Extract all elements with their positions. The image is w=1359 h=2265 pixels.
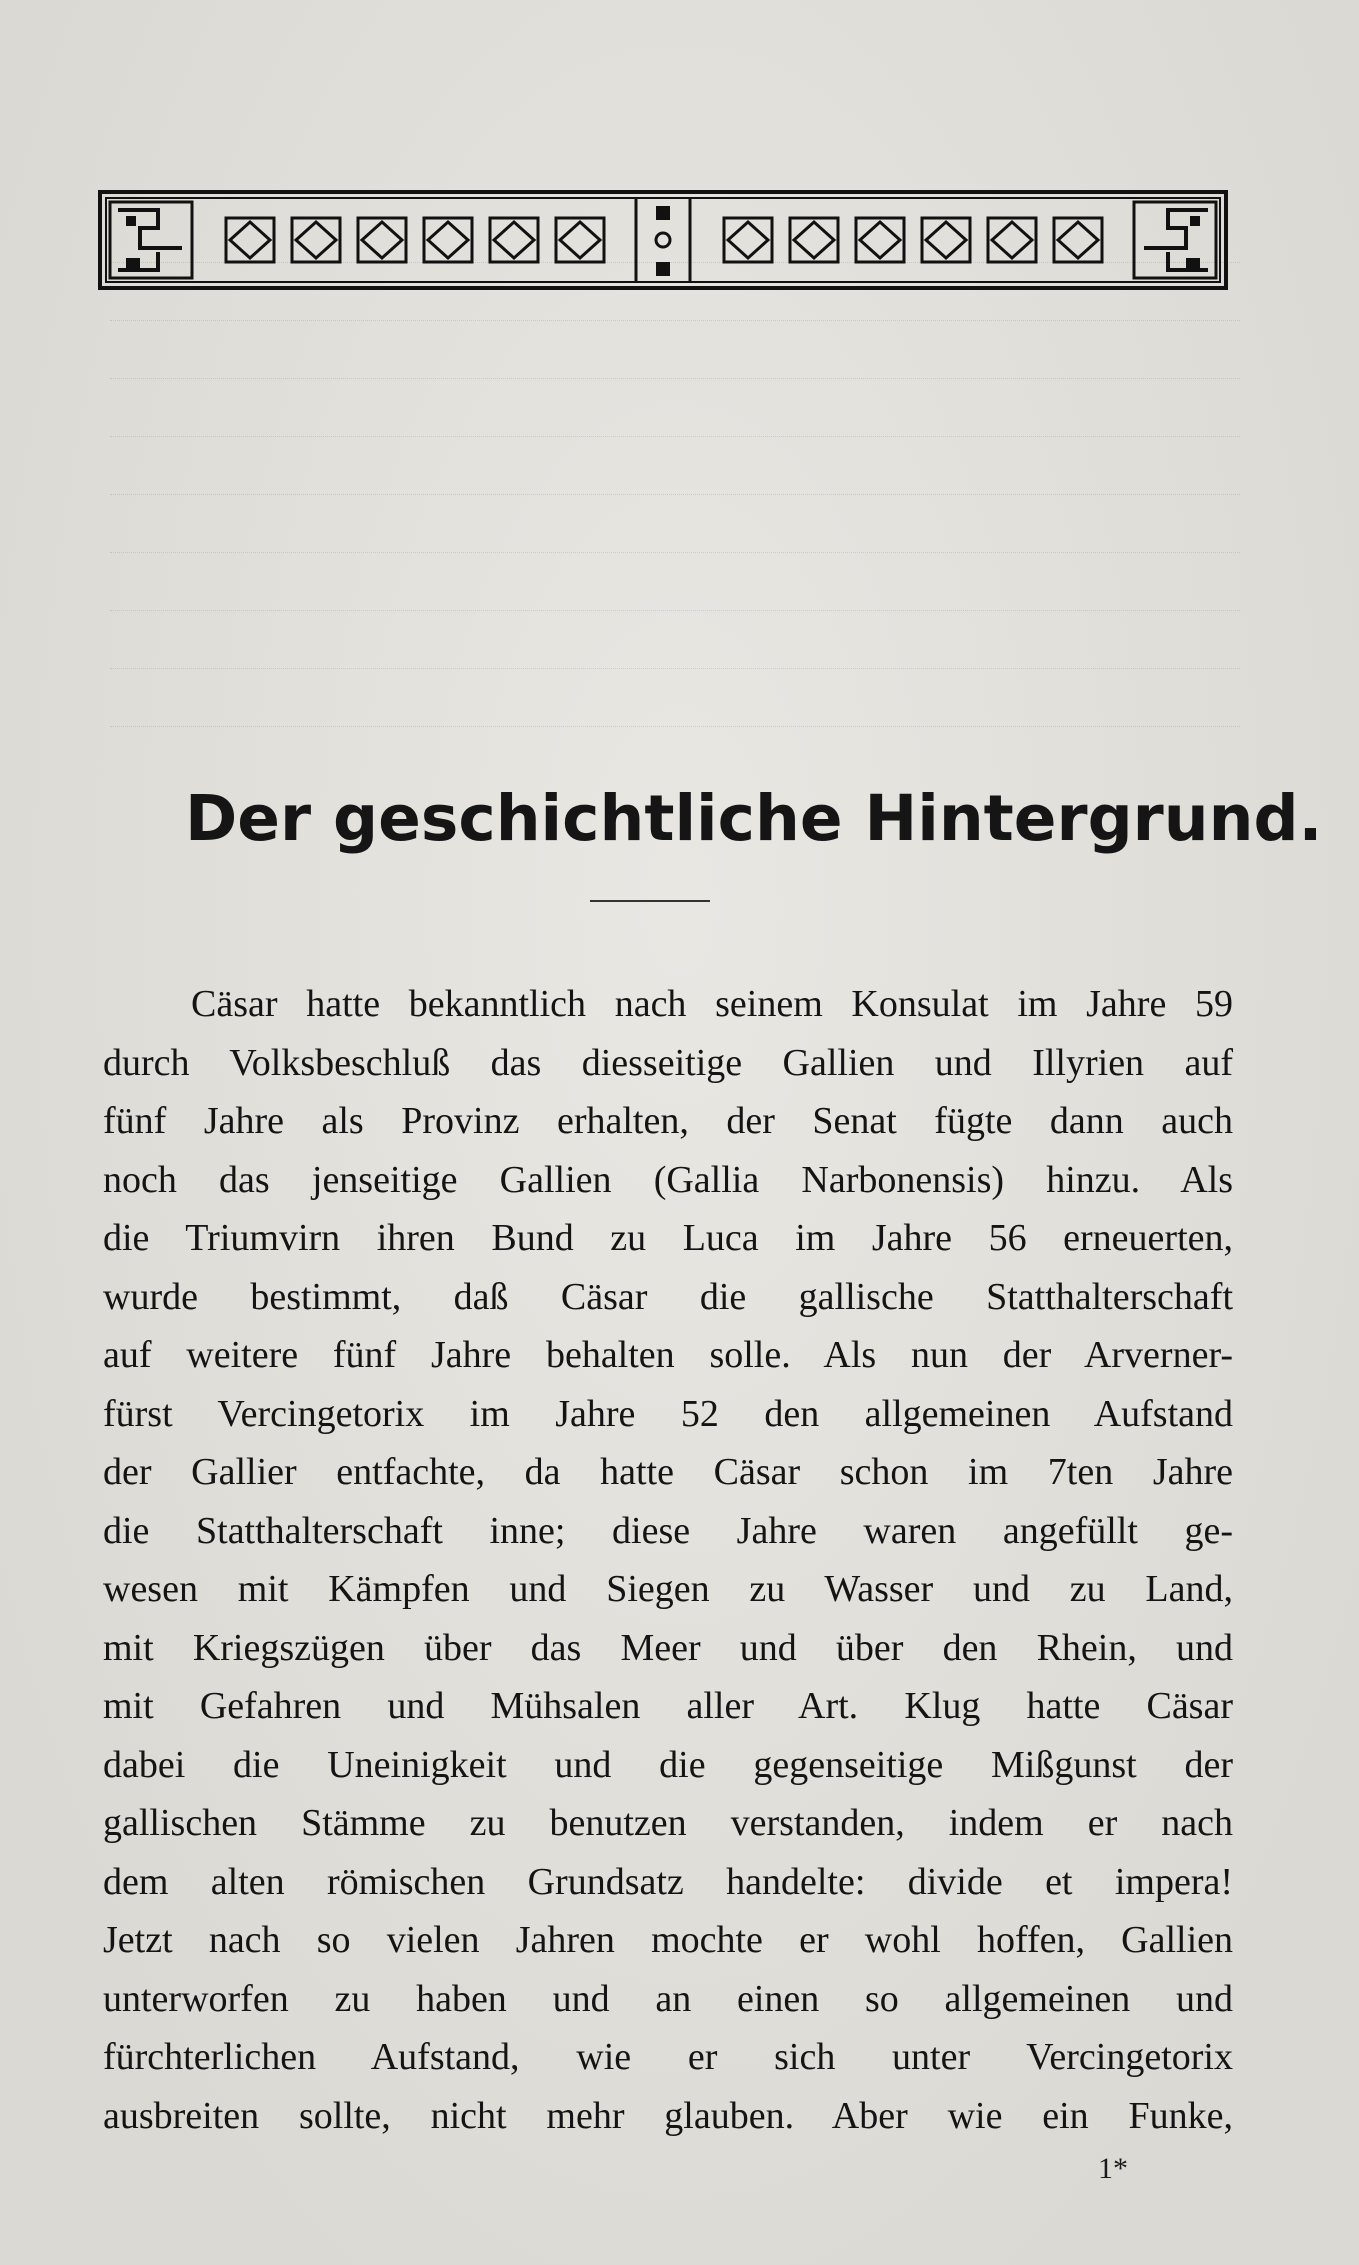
text-line: ausbreiten sollte, nicht mehr glauben. Aber wie ein Funke,: [103, 2094, 1233, 2137]
text-line: wurde bestimmt, daß Cäsar die gallische Statthalterschaft: [103, 1275, 1233, 1318]
text-line: die Statthalterschaft inne; diese Jahre waren angefüllt ge-: [103, 1509, 1233, 1552]
chapter-heading: Der geschichtliche Hintergrund.: [185, 782, 1323, 855]
text-line: dabei die Uneinigkeit und die gegenseitige Mißgunst der: [103, 1743, 1233, 1786]
body-paragraph: [103, 975, 1233, 2145]
text-line: mit Kriegszügen über das Meer und über den Rhein, und: [103, 1626, 1233, 1669]
text-line: dem alten römischen Grundsatz handelte: divide et impera!: [103, 1860, 1233, 1903]
header-ornament: [96, 178, 1230, 300]
text-line: wesen mit Kämpfen und Siegen zu Wasser und zu Land,: [103, 1568, 1233, 1610]
bleed-through-line: [110, 320, 1240, 322]
text-line: der Gallier entfachte, da hatte Cäsar schon im 7ten Jahre: [103, 1451, 1233, 1493]
text-line: fürchterlichen Aufstand, wie er sich unter Vercingetorix: [103, 2036, 1233, 2078]
text-line: die Triumvirn ihren Bund zu Luca im Jahre 56 erneuerten,: [103, 1217, 1233, 1259]
bleed-through-line: [110, 378, 1240, 380]
text-line: fünf Jahre als Provinz erhalten, der Senat fügte dann auch: [103, 1100, 1233, 1142]
text-line: gallischen Stämme zu benutzen verstanden, indem er nach: [103, 1802, 1233, 1844]
bleed-through-line: [110, 668, 1240, 670]
page-number: 1*: [1098, 2152, 1128, 2185]
text-line: Jetzt nach so vielen Jahren mochte er wohl hoffen, Gallien: [103, 1919, 1233, 1961]
bleed-through-line: [110, 436, 1240, 438]
bleed-through-line: [110, 494, 1240, 496]
heading-divider: [590, 900, 710, 902]
text-line: mit Gefahren und Mühsalen aller Art. Klug hatte Cäsar: [103, 1685, 1233, 1727]
bleed-through-line: [110, 726, 1240, 728]
text-line: durch Volksbeschluß das diesseitige Gallien und Illyrien auf: [103, 1041, 1233, 1084]
text-line: auf weitere fünf Jahre behalten solle. Als nun der Arverner-: [103, 1334, 1233, 1376]
text-line: Cäsar hatte bekanntlich nach seinem Konsulat im Jahre 59: [191, 983, 1233, 1025]
text-line: noch das jenseitige Gallien (Gallia Narbonensis) hinzu. Als: [103, 1158, 1233, 1201]
bleed-through-line: [110, 552, 1240, 554]
text-line: fürst Vercingetorix im Jahre 52 den allgemeinen Aufstand: [103, 1392, 1233, 1435]
text-line: unterworfen zu haben und an einen so allgemeinen und: [103, 1977, 1233, 2020]
bleed-through-line: [110, 610, 1240, 612]
